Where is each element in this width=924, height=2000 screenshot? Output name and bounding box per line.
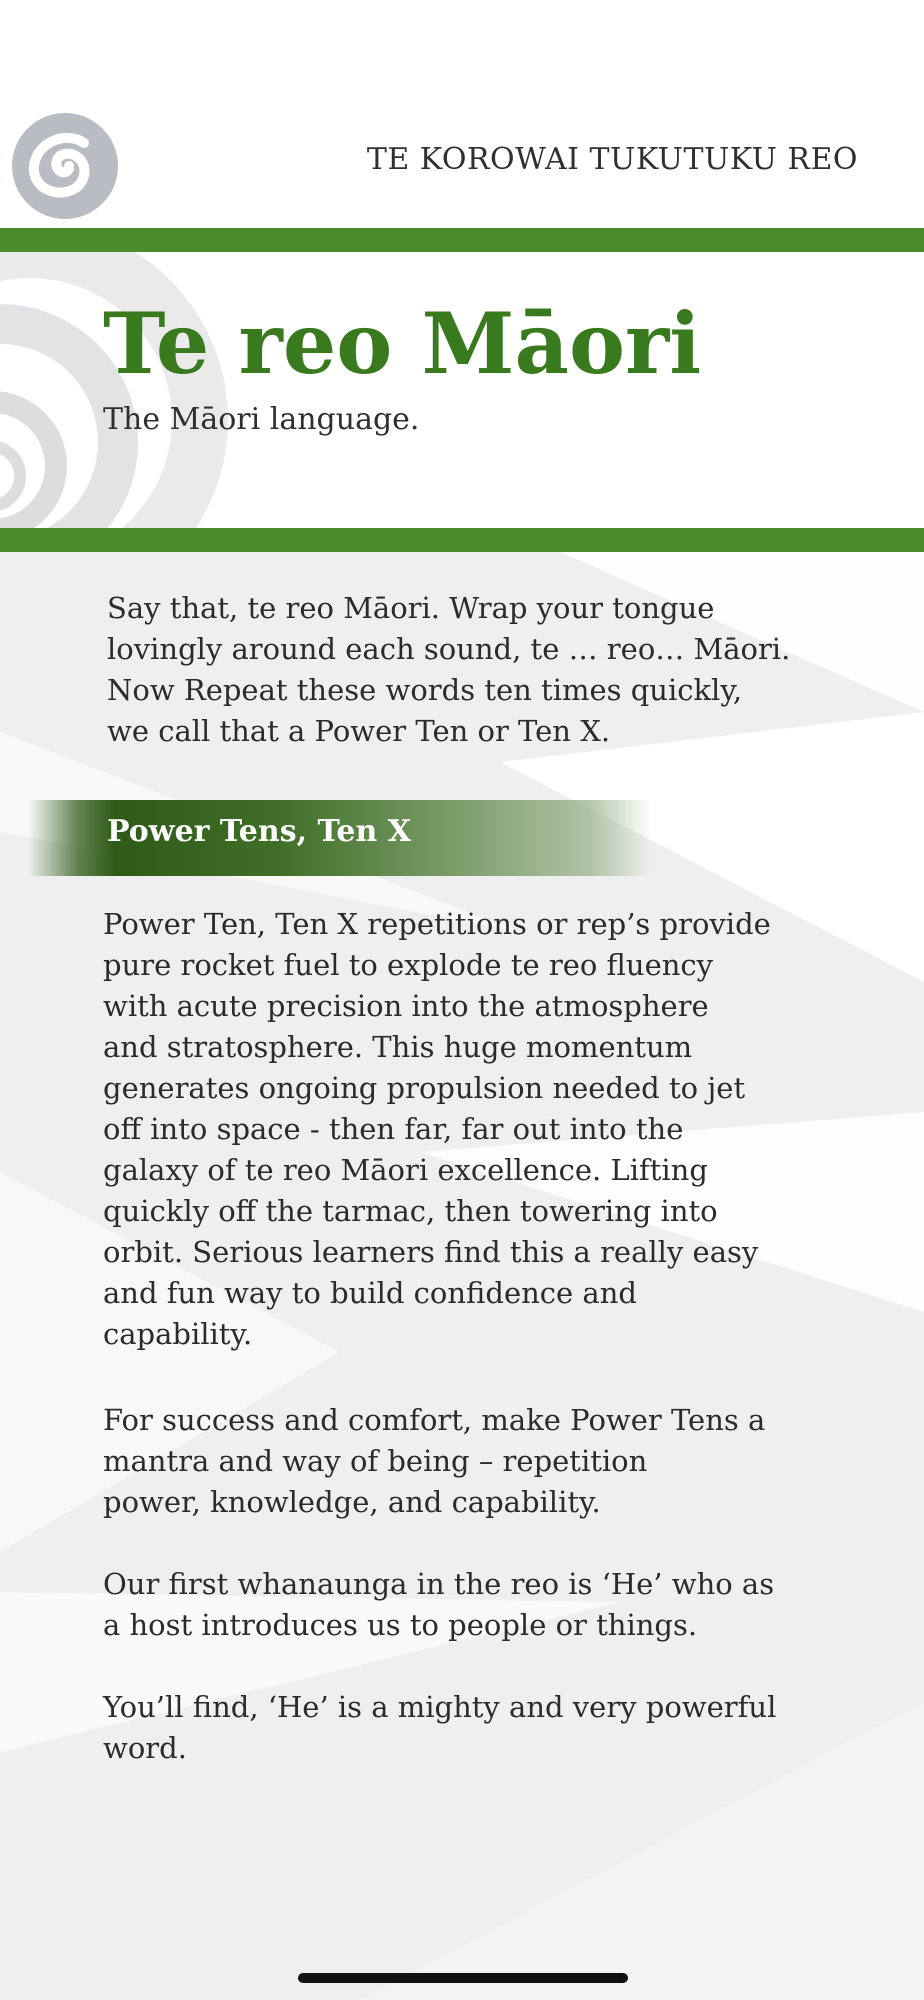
page-subtitle: The Māori language.: [103, 402, 420, 437]
body-paragraph: Our first whanaunga in the reo is ‘He’ who as a host introduces us to people or things.: [103, 1567, 775, 1642]
intro-paragraph: Say that, te reo Māori. Wrap your tongue lovingly around each sound, te … reo… Māori. Now Repeat these words ten times quickly, we call that a Power Ten or Ten X.: [107, 591, 791, 748]
koru-swirl-icon[interactable]: [12, 113, 118, 219]
app-header: [0, 0, 924, 228]
section-heading: Power Tens, Ten X: [107, 814, 411, 849]
body-paragraph: You’ll find, ‘He’ is a mighty and very powerful word.: [103, 1690, 777, 1765]
hero-section: [0, 252, 924, 528]
body-paragraph: For success and comfort, make Power Tens a mantra and way of being – repetition power, knowledge, and capability.: [103, 1403, 766, 1519]
header-divider: [0, 228, 924, 252]
body-paragraph: Power Ten, Ten X repetitions or rep’s provide pure rocket fuel to explode te reo fluency with acute precision into the atmosphere and stratosphere. This huge momentum generates ongoing propulsion needed to jet off into space - then far, far out into the galaxy of te reo Māori excellence. Lifting quickly off the tarmac, then towering into orbit. Serious learners find this a really easy and fun way to build confidence and capability.: [103, 907, 771, 1351]
page-title: Te reo Māori: [103, 294, 702, 393]
hero-divider: [0, 528, 924, 552]
app-title: TE KOROWAI TUKUTUKU REO: [366, 142, 858, 177]
section-banner: [28, 800, 652, 876]
home-indicator[interactable]: [298, 1973, 628, 1983]
content-area[interactable]: [0, 552, 924, 2000]
